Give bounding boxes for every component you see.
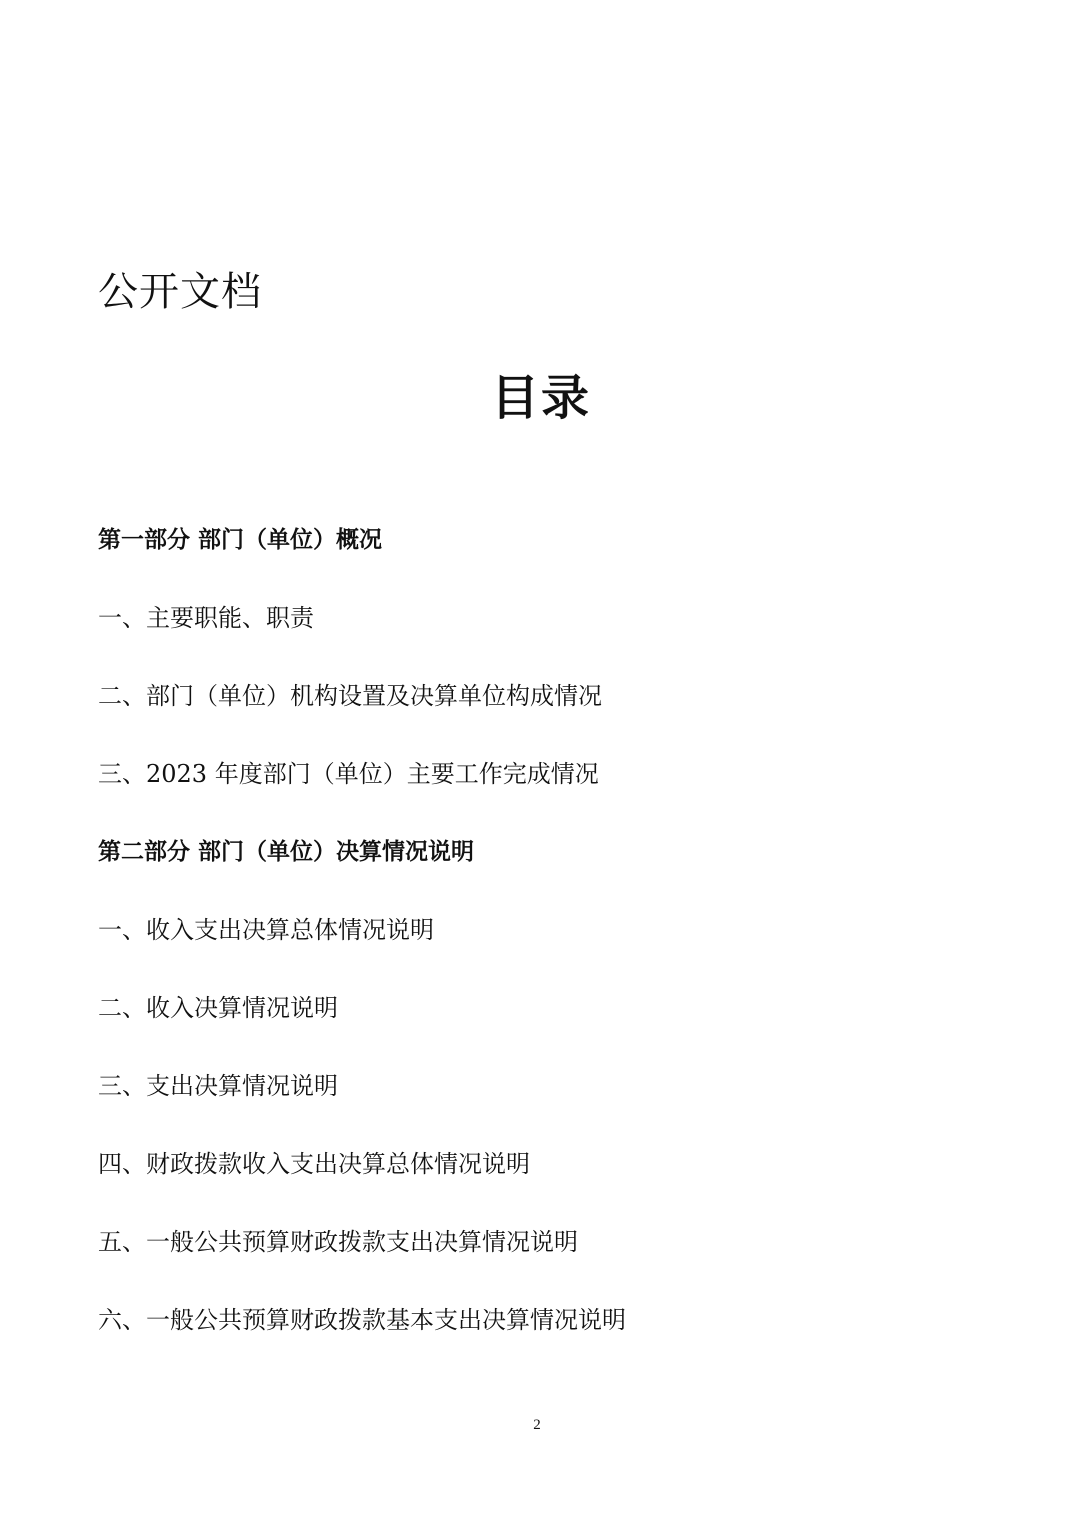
- toc-entry[interactable]: 三、2023 年度部门（单位）主要工作完成情况: [98, 760, 599, 788]
- table-of-contents: [98, 520, 998, 1378]
- toc-entry[interactable]: 一、收入支出决算总体情况说明: [98, 916, 434, 944]
- toc-title: 目录: [490, 370, 591, 426]
- toc-part-heading[interactable]: 第一部分 部门（单位）概况: [98, 527, 383, 553]
- toc-part-heading[interactable]: 第二部分 部门（单位）决算情况说明: [98, 839, 475, 865]
- toc-entry[interactable]: 一、主要职能、职责: [98, 604, 314, 632]
- toc-entry[interactable]: 二、部门（单位）机构设置及决算单位构成情况: [98, 682, 602, 710]
- toc-entry[interactable]: 五、一般公共预算财政拨款支出决算情况说明: [98, 1228, 578, 1256]
- document-label: 公开文档: [98, 269, 262, 315]
- toc-entry[interactable]: 四、财政拨款收入支出决算总体情况说明: [98, 1150, 530, 1178]
- page-number: 2: [533, 1417, 541, 1433]
- toc-entry[interactable]: 六、一般公共预算财政拨款基本支出决算情况说明: [98, 1306, 626, 1334]
- toc-entry[interactable]: 二、收入决算情况说明: [98, 994, 338, 1022]
- toc-entry[interactable]: 三、支出决算情况说明: [98, 1072, 338, 1100]
